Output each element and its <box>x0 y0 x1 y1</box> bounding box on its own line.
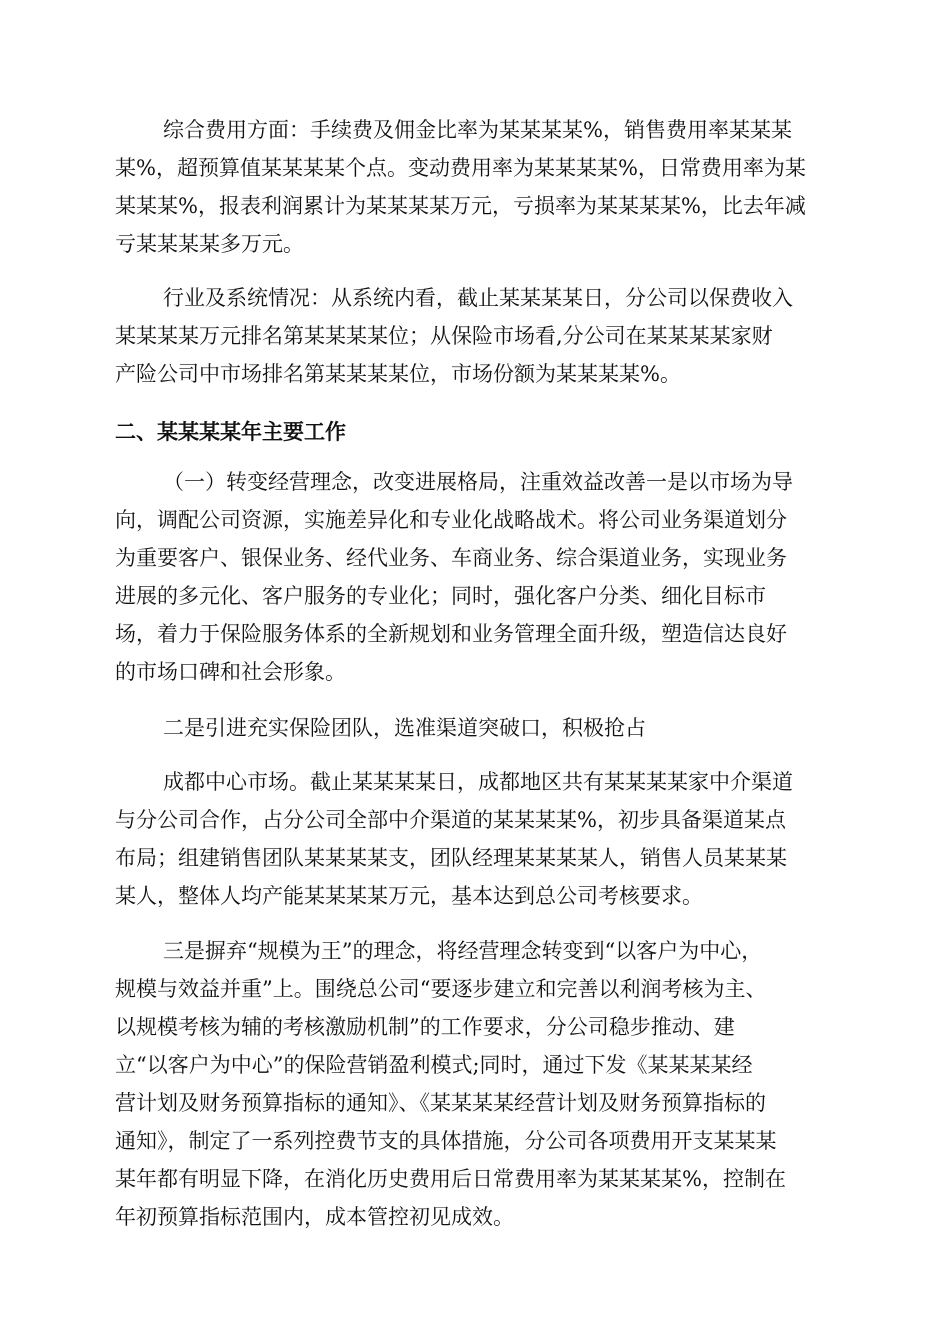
paragraph-line: 进展的多元化、客户服务的专业化；同时，强化客户分类、细化目标市 <box>115 584 766 608</box>
paragraph-line: 亏某某某某多万元。 <box>115 232 304 256</box>
paragraph-line: 立“以客户为中心”的保险营销盈利模式;同时，通过下发《某某某某经 <box>115 1053 753 1077</box>
paragraph-line: 通知》，制定了一系列控费节支的具体措施，分公司各项费用开支某某某 <box>115 1129 777 1153</box>
paragraph-chengdu-market <box>115 765 837 909</box>
paragraph-line: 某人，整体人均产能某某某某万元，基本达到总公司考核要求。 <box>115 884 703 908</box>
paragraph-line: 营计划及财务预算指标的通知》、《某某某某经营计划及财务预算指标的 <box>115 1091 766 1115</box>
paragraph-team <box>115 711 837 745</box>
paragraph-line: 某%，超预算值某某某某个点。变动费用率为某某某某%，日常费用率为某 <box>115 156 806 180</box>
paragraph-line: 为重要客户、银保业务、经代业务、车商业务、综合渠道业务，实现业务 <box>115 546 787 570</box>
paragraph-line: 年初预算指标范围内，成本管控初见成效。 <box>115 1205 514 1229</box>
paragraph-line: 与分公司合作，占分公司全部中介渠道的某某某某%，初步具备渠道某点 <box>115 808 786 832</box>
paragraph-line: 二是引进充实保险团队，选准渠道突破口，积极抢占 <box>163 716 646 740</box>
paragraph-customer-centric <box>115 934 837 1234</box>
paragraph-expenses <box>115 113 837 256</box>
paragraph-line: 以规模考核为辅的考核激励机制”的工作要求，分公司稳步推动、建 <box>115 1015 735 1039</box>
paragraph-strategy <box>115 465 837 685</box>
paragraph-line: 成都中心市场。截止某某某某日，成都地区共有某某某某家中介渠道 <box>163 770 793 794</box>
paragraph-industry <box>115 281 837 385</box>
section-heading-text: 二、某某某某年主要工作 <box>115 420 346 444</box>
paragraph-line: 产险公司中市场排名第某某某某位，市场份额为某某某某%。 <box>115 362 681 386</box>
paragraph-line: 某某某某万元排名第某某某某位；从保险市场看,分公司在某某某某家财 <box>115 324 773 348</box>
paragraph-line: 布局；组建销售团队某某某某支，团队经理某某某某人，销售人员某某某 <box>115 846 787 870</box>
paragraph-line: 三是摒弃“规模为王”的理念，将经营理念转变到“以客户为中心， <box>163 939 763 963</box>
paragraph-line: 规模与效益并重”上。围绕总公司“要逐步建立和完善以利润考核为主、 <box>115 977 767 1001</box>
paragraph-line: （一）转变经营理念，改变进展格局，注重效益改善一是以市场为导 <box>163 470 793 494</box>
paragraph-line: 某某某%，报表利润累计为某某某某万元，亏损率为某某某某%，比去年减 <box>115 194 806 218</box>
paragraph-line: 综合费用方面：手续费及佣金比率为某某某某%，销售费用率某某某 <box>163 118 792 142</box>
paragraph-line: 场，着力于保险服务体系的全新规划和业务管理全面升级，塑造信达良好 <box>115 622 787 646</box>
paragraph-line: 某年都有明显下降，在消化历史费用后日常费用率为某某某某%，控制在 <box>115 1167 786 1191</box>
paragraph-line: 行业及系统情况：从系统内看，截止某某某某日，分公司以保费收入 <box>163 286 793 310</box>
paragraph-line: 向，调配公司资源，实施差异化和专业化战略战术。将公司业务渠道划分 <box>115 508 787 532</box>
paragraph-line: 的市场口碑和社会形象。 <box>115 660 346 684</box>
section-heading <box>115 415 837 449</box>
